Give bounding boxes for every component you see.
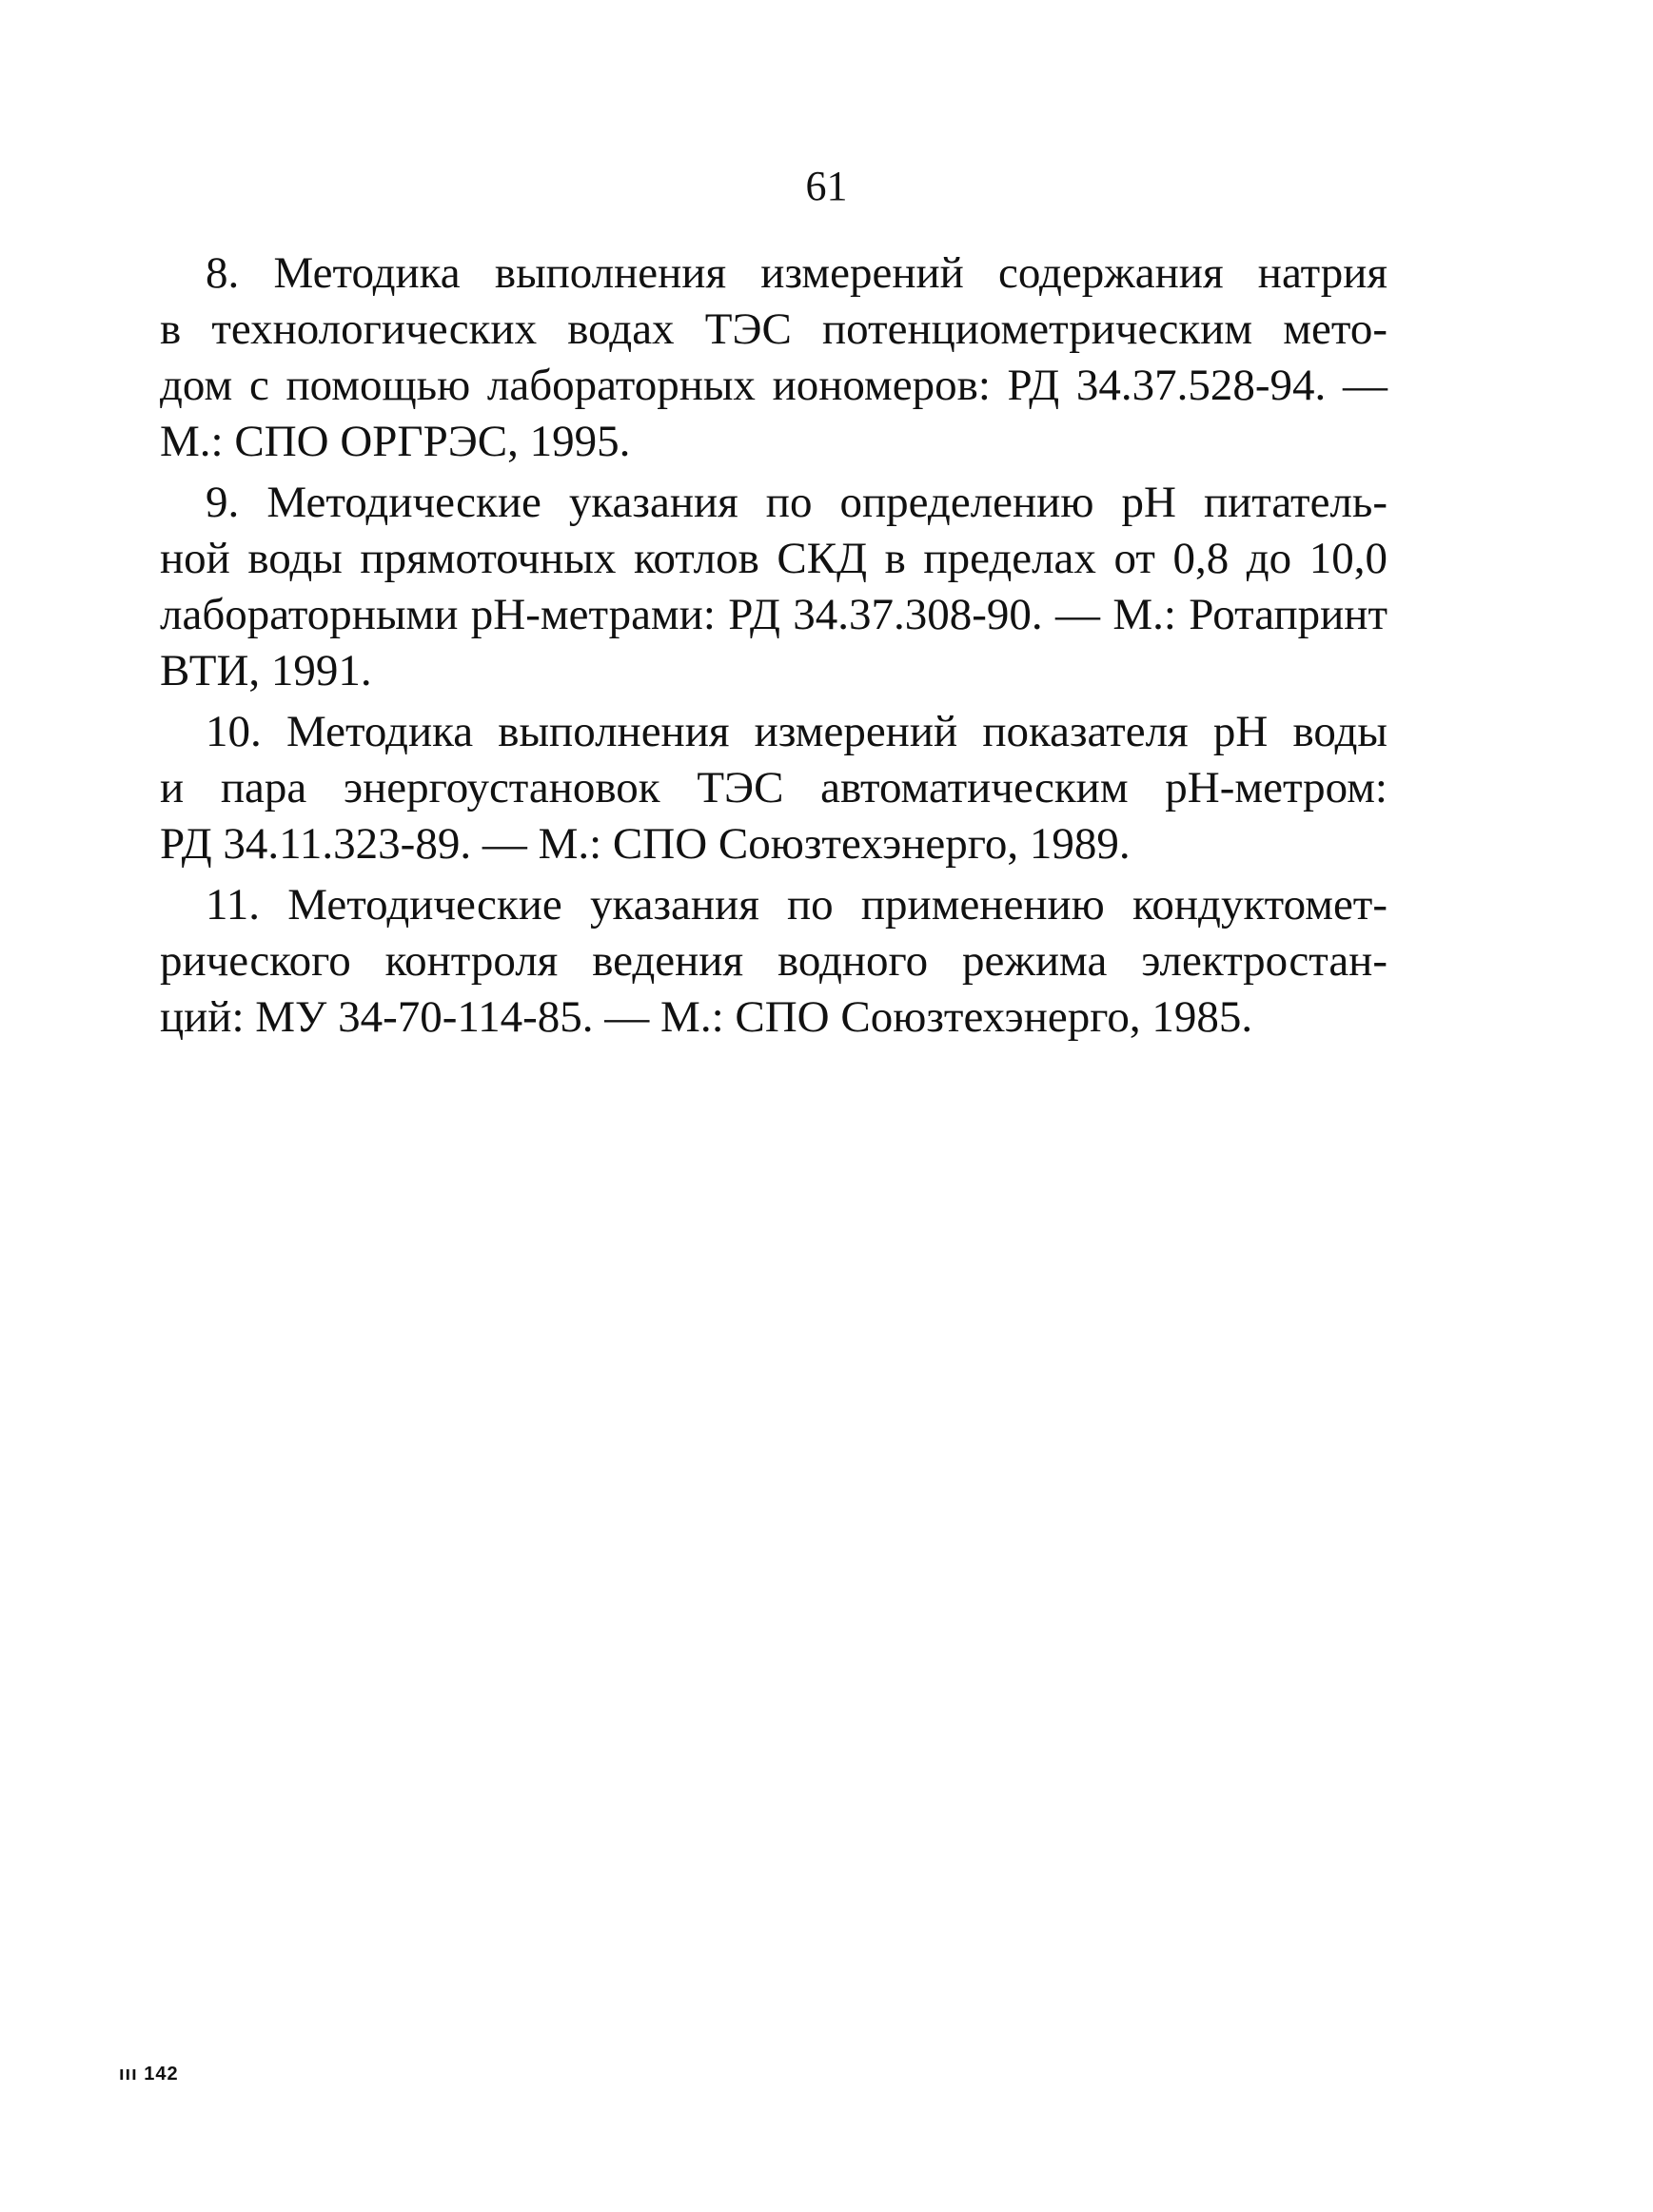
reference-item-10: [160, 704, 1387, 872]
page-number: 61: [805, 163, 848, 209]
reference-line: в технологических водах ТЭС потенциометрическим мето-: [160, 304, 1387, 354]
reference-line: и пара энергоустановок ТЭС автоматическим pH-метром:: [160, 763, 1387, 812]
reference-line: 10. Методика выполнения измерений показателя pH воды: [206, 707, 1387, 756]
reference-line: М.: СПО ОРГРЭС, 1995.: [160, 417, 631, 466]
reference-item-11: [160, 877, 1387, 1046]
reference-line: лабораторными pH-метрами: РД 34.37.308-90. — М.: Ротапринт: [160, 590, 1387, 639]
reference-line: ций: МУ 34-70-114-85. — М.: СПО Союзтехэнерго, 1985.: [160, 992, 1253, 1042]
reference-item-9: [160, 475, 1387, 699]
print-mark: ııı 142: [119, 2064, 179, 2085]
reference-line: 8. Методика выполнения измерений содержания натрия: [206, 248, 1387, 298]
reference-line: 9. Методические указания по определению pH питатель-: [206, 478, 1387, 527]
reference-line: ВТИ, 1991.: [160, 646, 372, 695]
reference-line: рического контроля ведения водного режима электростан-: [160, 936, 1387, 986]
reference-line: ной воды прямоточных котлов СКД в пределах от 0,8 до 10,0: [160, 534, 1387, 583]
reference-item-8: [160, 245, 1387, 470]
reference-list: [160, 245, 1387, 1050]
reference-line: 11. Методические указания по применению кондуктомет-: [206, 880, 1387, 930]
reference-line: РД 34.11.323-89. — М.: СПО Союзтехэнерго, 1989.: [160, 819, 1131, 869]
reference-line: дом с помощью лабораторных иономеров: РД 34.37.528-94. —: [160, 361, 1387, 410]
